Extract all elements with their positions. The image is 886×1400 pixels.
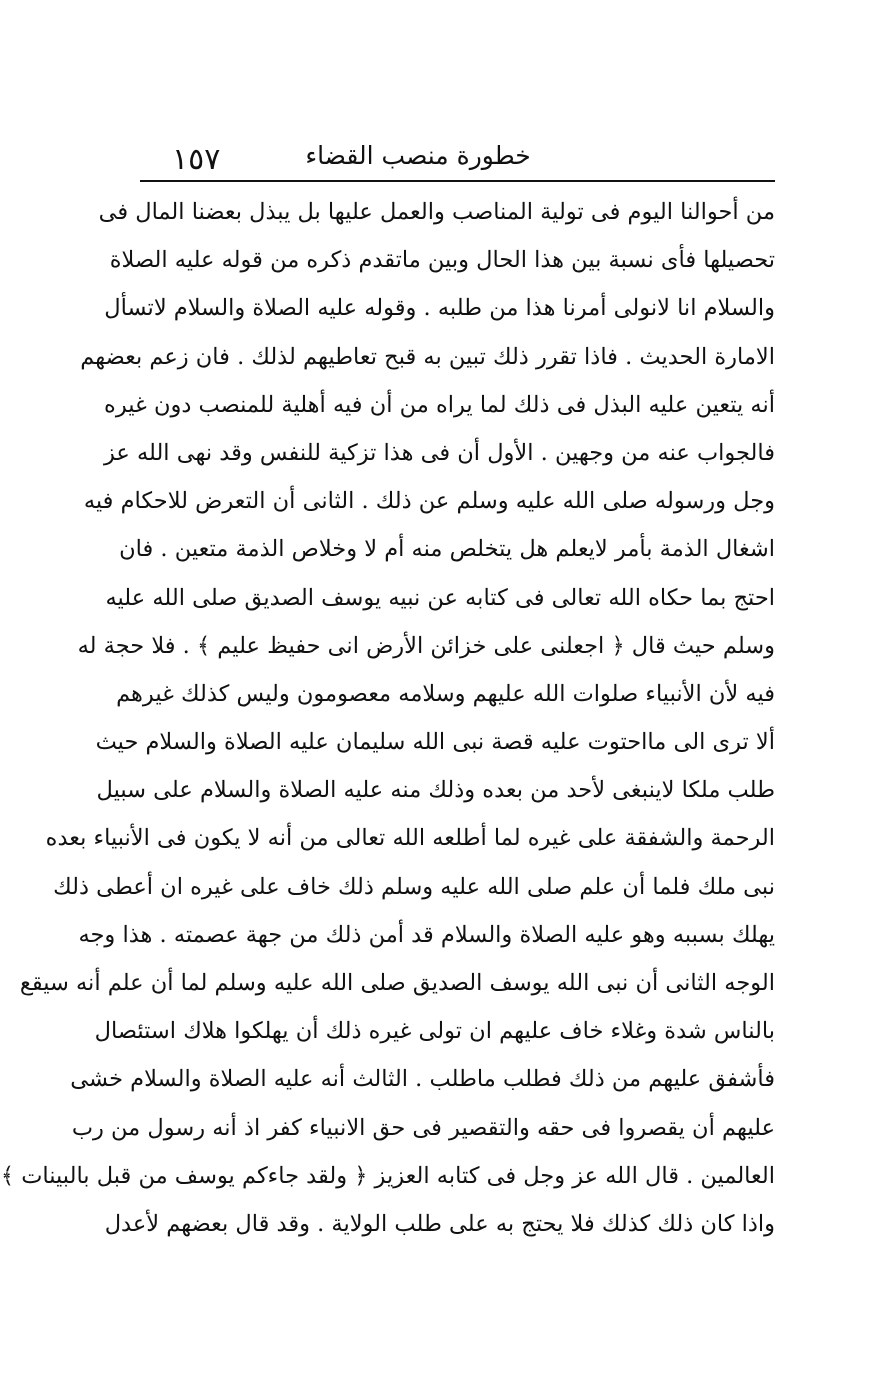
page-number: ١٥٧ [172,142,221,177]
text-line: الامارة الحديث . فاذا تقرر ذلك تبين به قبح تعاطيهم لذلك . فان زعم بعضهم [80,343,775,370]
text-line: فأشفق عليهم من ذلك فطلب ماطلب . الثالث أنه عليه الصلاة والسلام خشى [70,1066,775,1093]
text-line: فالجواب عنه من وجهين . الأول أن فى هذا تزكية للنفس وقد نهى الله عز [103,439,775,466]
text-line: يهلك بسببه وهو عليه الصلاة والسلام قد أمن ذلك من جهة عصمته . هذا وجه [78,921,775,948]
text-line: نبى ملك فلما أن علم صلى الله عليه وسلم ذلك خاف على غيره ان أعطى ذلك [53,873,775,900]
text-line: من أحوالنا اليوم فى تولية المناصب والعمل عليها بل يبذل بعضنا المال فى [98,199,775,225]
text-line: أنه يتعين عليه البذل فى ذلك لما يراه من أن فيه أهلية للمنصب دون غيره [104,391,775,418]
text-line: واذا كان ذلك كذلك فلا يحتج به على طلب الولاية . وقد قال بعضهم لأعدل [104,1210,775,1237]
text-line: عليهم أن يقصروا فى حقه والتقصير فى حق الانبياء كفر اذ أنه رسول من رب [71,1114,775,1141]
text-line: ألا ترى الى مااحتوت عليه قصة نبى الله سليمان عليه الصلاة والسلام حيث [95,729,775,756]
header-rule [140,180,775,182]
running-head-title: خطورة منصب القضاء [305,141,531,170]
text-line: فيه لأن الأنبياء صلوات الله عليهم وسلامه معصومون وليس كذلك غيرهم [116,680,775,707]
text-line: الرحمة والشفقة على غيره لما أطلعه الله تعالى من أنه لا يكون فى الأنبياء بعده [45,825,775,852]
text-line: والسلام انا لانولى أمرنا هذا من طلبه . وقوله عليه الصلاة والسلام لاتسأل [104,295,775,322]
text-line: وسلم حيث قال ﴿ اجعلنى على خزائن الأرض انى حفيظ عليم ﴾ . فلا حجة له [77,632,775,659]
text-line: طلب ملكا لاينبغى لأحد من بعده وذلك منه عليه الصلاة والسلام على سبيل [96,777,775,804]
text-line: اشغال الذمة بأمر لايعلم هل يتخلص منه أم لا وخلاص الذمة متعين . فان [119,536,775,563]
body-text [0,188,775,1248]
text-line: بالناس شدة وغلاء خاف عليهم ان تولى غيره ذلك أن يهلكوا هلاك استئصال [94,1018,775,1045]
text-line: العالمين . قال الله عز وجل فى كتابه العزيز ﴿ ولقد جاءكم يوسف من قبل بالبينات ﴾ [0,1162,775,1189]
text-line: تحصيلها فأى نسبة بين هذا الحال وبين ماتقدم ذكره من قوله عليه الصلاة [109,247,775,274]
text-line: وجل ورسوله صلى الله عليه وسلم عن ذلك . الثانى أن التعرض للاحكام فيه [83,488,775,515]
text-line: الوجه الثانى أن نبى الله يوسف الصديق صلى الله عليه وسلم لما أن علم أنه سيقع [19,970,775,996]
text-line: احتج بما حكاه الله تعالى فى كتابه عن نبيه يوسف الصديق صلى الله عليه [105,584,775,611]
